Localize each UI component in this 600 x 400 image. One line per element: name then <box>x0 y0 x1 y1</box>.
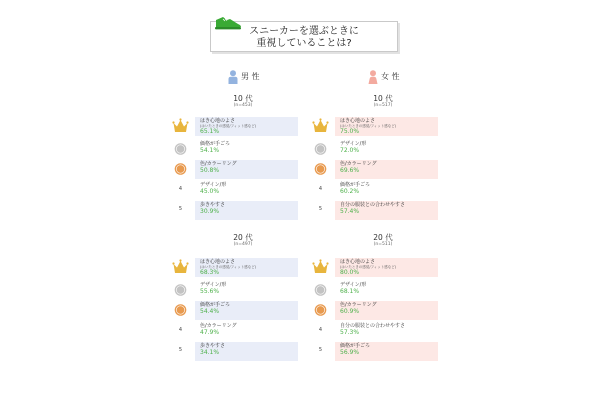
item-sublabel: (はいたときの感覚/フィット感など) <box>200 265 257 269</box>
item-percentage: 57.3% <box>340 329 360 336</box>
gold-crown-icon <box>312 118 329 134</box>
item-sublabel: (はいたときの感覚/フィット感など) <box>200 124 257 128</box>
rank-number <box>312 323 329 339</box>
female-age-header <box>333 233 433 248</box>
item-percentage: 69.6% <box>340 167 360 174</box>
item-label: はき心地のよさ <box>340 259 376 265</box>
ranking-card <box>195 281 298 300</box>
rank-number <box>312 202 329 218</box>
item-percentage: 55.6% <box>200 288 220 295</box>
item-label: 価格が手ごろ <box>200 302 231 308</box>
ranking-card <box>195 258 298 277</box>
item-percentage: 65.1% <box>200 128 220 135</box>
rank-number-text: 5 <box>318 347 323 353</box>
item-percentage: 47.9% <box>200 329 220 336</box>
ranking-card <box>195 160 298 179</box>
item-label: はき心地のよさ <box>200 118 236 124</box>
age-group-label: 10 代 <box>233 94 253 103</box>
item-percentage: 30.9% <box>200 208 220 215</box>
gold-crown-icon <box>312 259 329 275</box>
ranking-card <box>195 201 298 220</box>
item-percentage: 56.9% <box>340 349 360 356</box>
rank-number <box>312 182 329 198</box>
item-percentage: 34.1% <box>200 349 220 356</box>
gold-crown-icon <box>172 118 189 134</box>
rank-number <box>172 182 189 198</box>
item-percentage: 57.4% <box>340 208 360 215</box>
male-person-icon <box>228 70 238 84</box>
bronze-medal-icon <box>312 302 329 318</box>
item-label: デザイン/形 <box>340 282 367 288</box>
silver-medal-icon <box>172 141 189 157</box>
item-percentage: 80.0% <box>340 269 360 276</box>
ranking-card <box>335 342 438 361</box>
item-percentage: 60.9% <box>340 308 360 315</box>
silver-medal-icon <box>172 282 189 298</box>
item-percentage: 54.4% <box>200 308 220 315</box>
item-label: 色/カラーリング <box>200 323 237 329</box>
item-label: 自分の服装との合わせやすさ <box>340 323 406 329</box>
male-age-header <box>193 233 293 248</box>
rank-number-text: 4 <box>318 186 323 192</box>
item-label: デザイン/形 <box>200 182 227 188</box>
item-label: デザイン/形 <box>340 141 367 147</box>
age-group-label: 10 代 <box>373 94 393 103</box>
silver-medal-icon <box>312 141 329 157</box>
rank-number <box>172 343 189 359</box>
item-percentage: 68.3% <box>200 269 220 276</box>
rank-number-text: 4 <box>178 186 183 192</box>
item-label: 価格が手ごろ <box>340 343 371 349</box>
female-age-header <box>333 94 433 109</box>
ranking-card <box>195 181 298 200</box>
ranking-card <box>335 201 438 220</box>
ranking-card <box>335 258 438 277</box>
ranking-card <box>335 301 438 320</box>
item-sublabel: (はいたときの感覚/フィット感など) <box>340 265 397 269</box>
sample-size: (n=517) <box>373 103 393 108</box>
rank-number-text: 4 <box>178 327 183 333</box>
item-label: 自分の服装との合わせやすさ <box>340 202 406 208</box>
item-percentage: 54.1% <box>200 147 220 154</box>
bronze-medal-icon <box>172 161 189 177</box>
ranking-card <box>335 281 438 300</box>
item-percentage: 50.8% <box>200 167 220 174</box>
sneaker-icon <box>214 14 242 30</box>
title-line-1: スニーカーを選ぶときに <box>249 26 359 37</box>
item-percentage: 45.0% <box>200 188 220 195</box>
bronze-medal-icon <box>172 302 189 318</box>
item-percentage: 68.1% <box>340 288 360 295</box>
ranking-card <box>335 181 438 200</box>
item-label: 歩きやすさ <box>200 202 226 208</box>
rank-number <box>172 202 189 218</box>
sample-size: (n=453) <box>233 103 253 108</box>
male-age-header <box>193 94 293 109</box>
item-label: 歩きやすさ <box>200 343 226 349</box>
gold-crown-icon <box>172 259 189 275</box>
bronze-medal-icon <box>312 161 329 177</box>
item-percentage: 60.2% <box>340 188 360 195</box>
ranking-card <box>195 322 298 341</box>
item-label: 色/カラーリング <box>340 302 377 308</box>
ranking-card <box>195 301 298 320</box>
ranking-card <box>195 342 298 361</box>
ranking-card <box>195 117 298 136</box>
sample-size: (n=511) <box>373 242 393 247</box>
silver-medal-icon <box>312 282 329 298</box>
ranking-card <box>335 322 438 341</box>
item-percentage: 75.0% <box>340 128 360 135</box>
item-sublabel: (はいたときの感覚/フィット感など) <box>340 124 397 128</box>
age-group-label: 20 代 <box>233 233 253 242</box>
item-percentage: 72.0% <box>340 147 360 154</box>
ranking-card <box>335 160 438 179</box>
item-label: 価格が手ごろ <box>200 141 231 147</box>
ranking-card <box>195 140 298 159</box>
sample-size: (n=497) <box>233 242 253 247</box>
title-line-2: 重視していることは? <box>256 38 352 49</box>
female-label: 女 性 <box>381 72 400 81</box>
rank-number-text: 4 <box>318 327 323 333</box>
item-label: デザイン/形 <box>200 282 227 288</box>
male-label: 男 性 <box>241 72 260 81</box>
rank-number <box>312 343 329 359</box>
item-label: はき心地のよさ <box>340 118 376 124</box>
rank-number-text: 5 <box>178 206 183 212</box>
item-label: 色/カラーリング <box>200 161 237 167</box>
age-group-label: 20 代 <box>373 233 393 242</box>
item-label: 価格が手ごろ <box>340 182 371 188</box>
rank-number <box>172 323 189 339</box>
ranking-card <box>335 117 438 136</box>
rank-number-text: 5 <box>178 347 183 353</box>
rank-number-text: 5 <box>318 206 323 212</box>
female-person-icon <box>368 70 378 84</box>
item-label: 色/カラーリング <box>340 161 377 167</box>
item-label: はき心地のよさ <box>200 259 236 265</box>
ranking-card <box>335 140 438 159</box>
